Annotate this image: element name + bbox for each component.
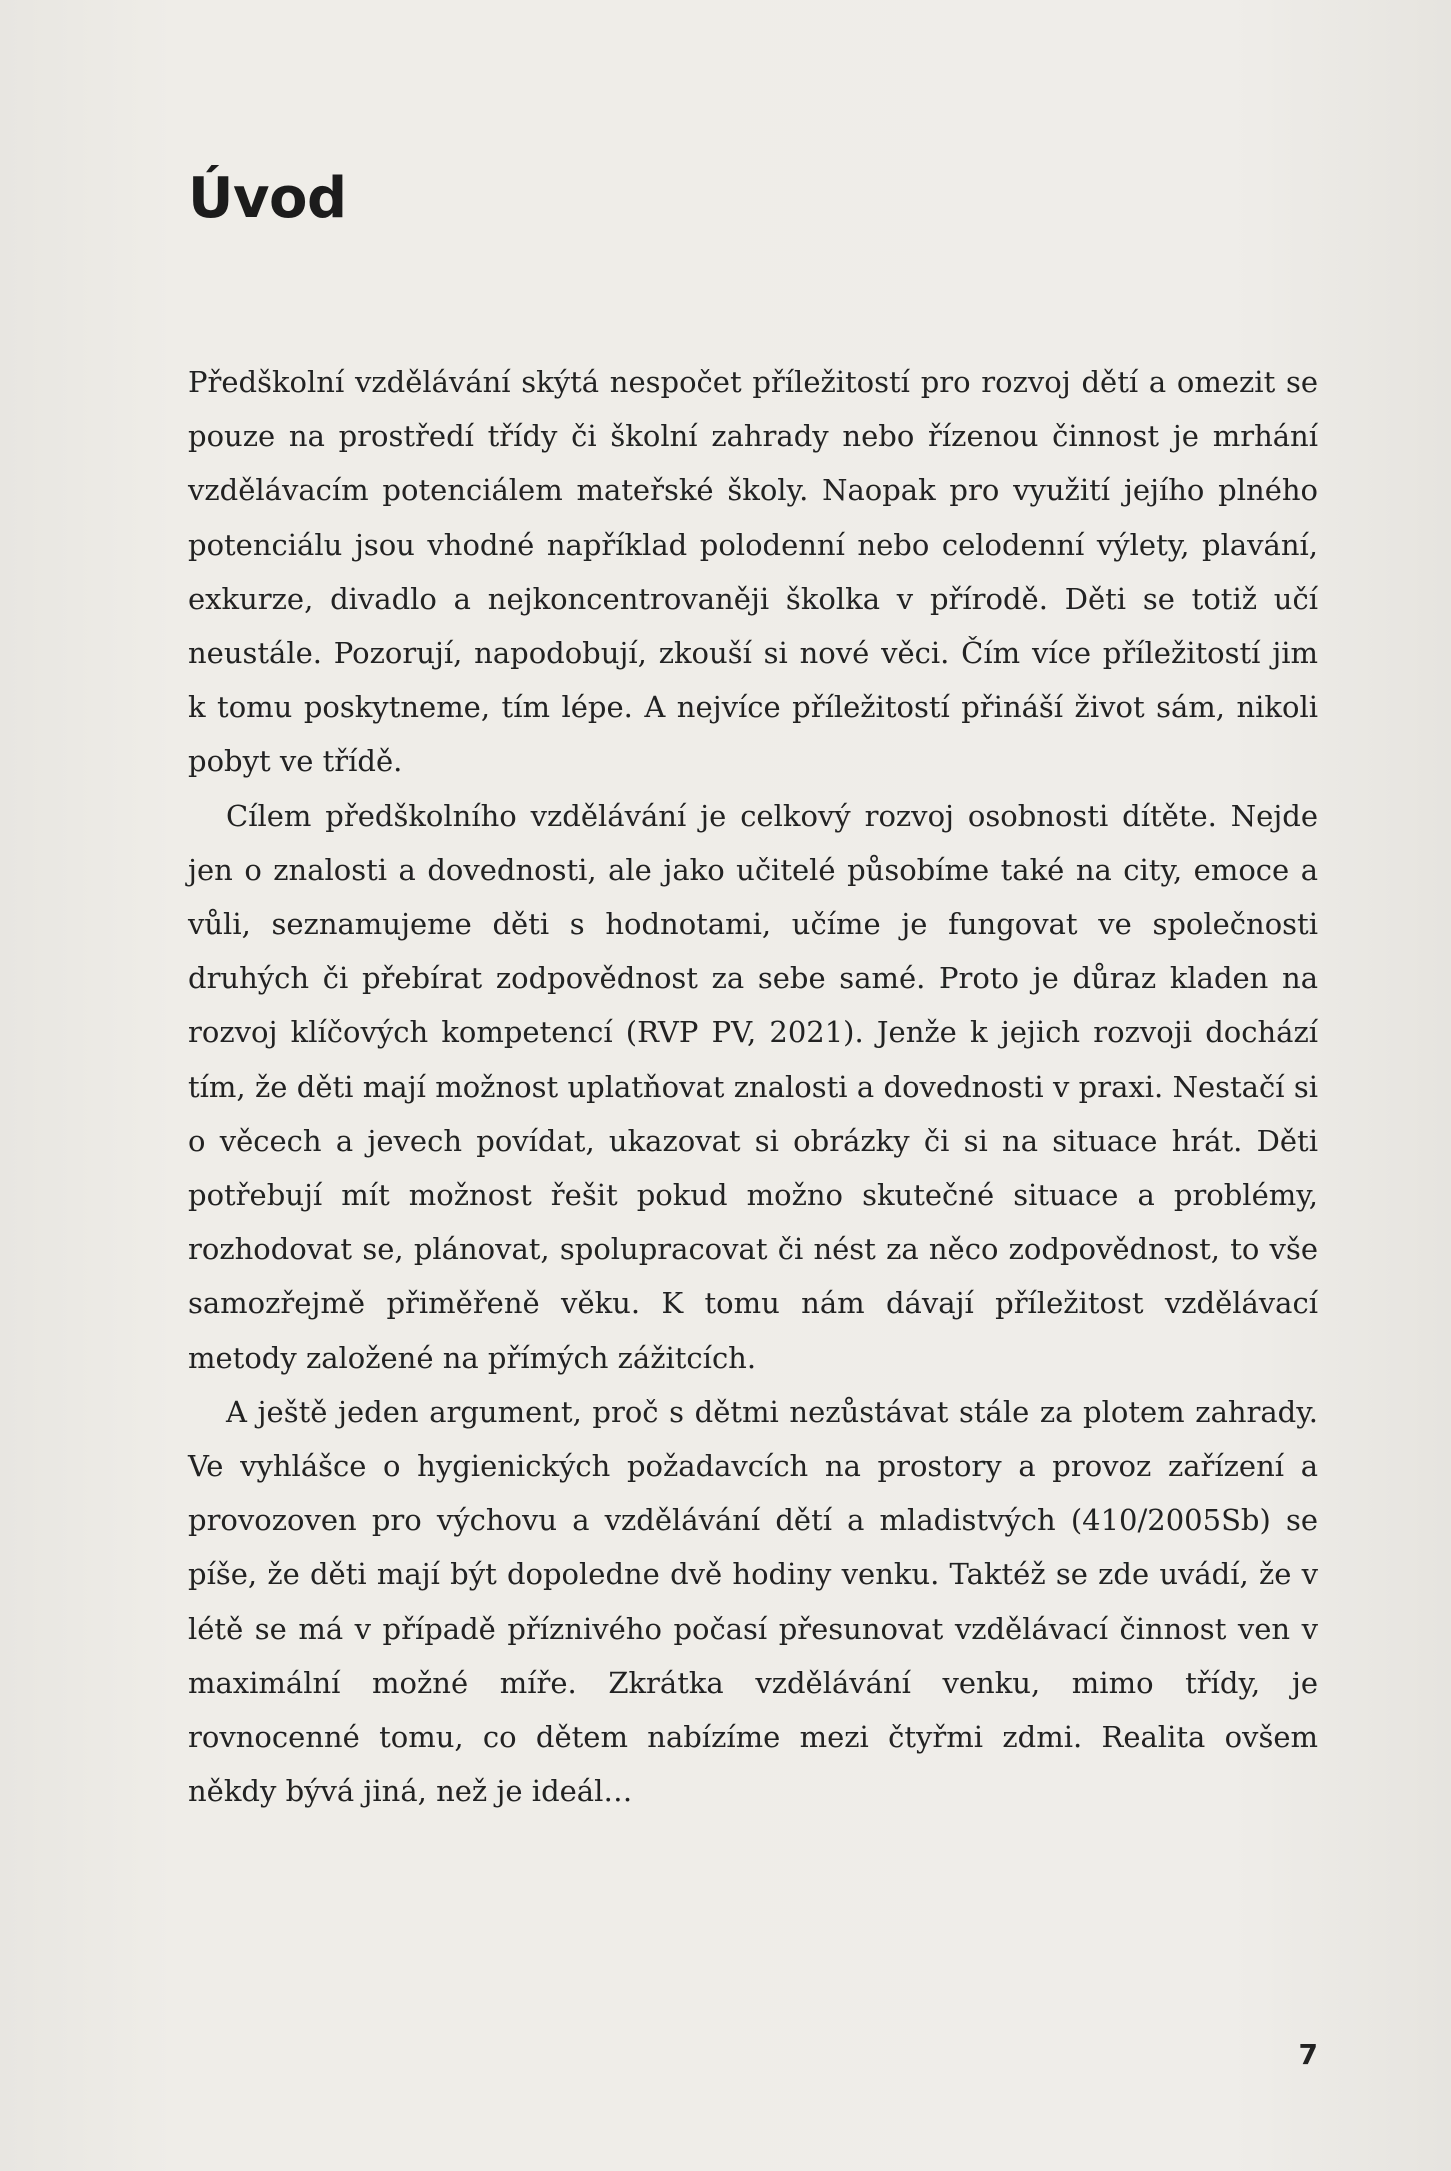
paragraph-2: Cílem předškolního vzdělávání je celkový rozvoj osobnosti dítěte. Nejde jen o znalosti a dovednosti, ale jako učitelé působíme také na city, emoce a vůli, seznamujeme děti s hodnotami, učíme je fungovat ve společnosti druhých či přebírat zodpovědnost za sebe samé. Proto je důraz kladen na rozvoj klíčových kompetencí (RVP PV, 2021). Jenže k jejich rozvoji dochází tím, že děti mají možnost uplatňovat znalosti a dovednosti v praxi. Nestačí si o věcech a jevech povídat, ukazovat si obrázky či si na situace hrát. Děti potřebují mít možnost řešit pokud možno skutečné situace a problémy, rozhodovat se, plánovat, spolupracovat či nést za něco zodpovědnost, to vše samozřejmě přiměřeně věku. K tomu nám dávají příležitost vzdělávací metody založené na přímých zážitcích. (188, 798, 1318, 1375)
page-number: 7 (1298, 2038, 1318, 2071)
paragraph-1: Předškolní vzdělávání skýtá nespočet příležitostí pro rozvoj dětí a omezit se pouze na prostředí třídy či školní zahrady nebo řízenou činnost je mrhání vzdělávacím potenciálem mateřské školy. Naopak pro využití jejího plného potenciálu jsou vhodné například polodenní nebo celodenní výlety, plavání, exkurze, divadlo a nejkoncentrovaněji školka v přírodě. Děti se totiž učí neustále. Pozorují, napodobují, zkouší si nové věci. Čím více příležitostí jim k tomu poskytneme, tím lépe. A nejvíce příležitostí přináší život sám, nikoli pobyt ve třídě. (188, 365, 1318, 779)
paragraph-3: A ještě jeden argument, proč s dětmi nezůstávat stále za plotem zahrady. Ve vyhlášce o hygienických požadavcích na prostory a provoz zařízení a provozoven pro výchovu a vzdělávání dětí a mladistvých (410/2005Sb) se píše, že děti mají být dopoledne dvě hodiny venku. Taktéž se zde uvádí, že v létě se má v případě příznivého počasí přesunovat vzdělávací činnost ven v maximální možné míře. Zkrátka vzdělávání venku, mimo třídy, je rovnocenné tomu, co dětem nabízíme mezi čtyřmi zdmi. Realita ovšem někdy bývá jiná, než je ideál… (188, 1394, 1318, 1809)
chapter-title: Úvod (188, 166, 347, 231)
chapter-body (188, 355, 1318, 1818)
